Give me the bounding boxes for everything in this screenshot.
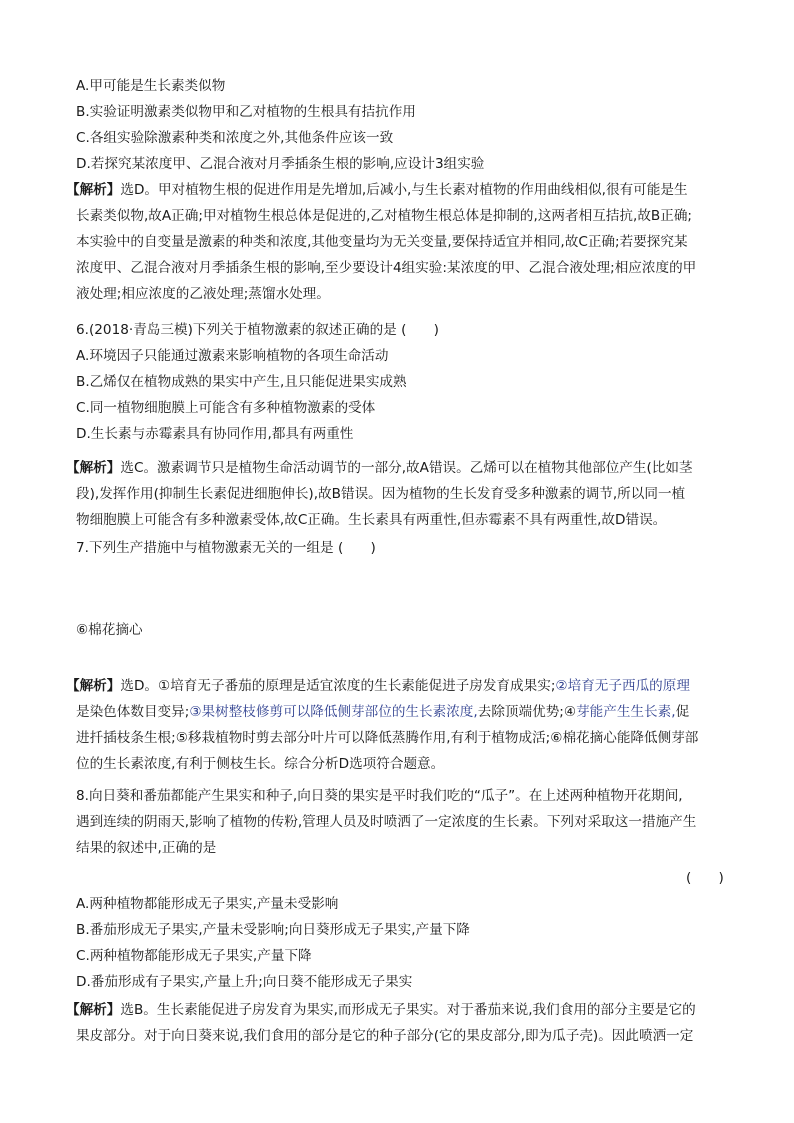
q8-analysis-line-1: 【解析】选B。生长素能促进子房发育为果实,而形成无子果实。对于番茄来说,我们食用的部分主要是它的 bbox=[66, 1002, 696, 1018]
q5-option-b: B.实验证明激素类似物甲和乙对植物的生根具有拮抗作用 bbox=[76, 104, 416, 120]
analysis-tag: 【解析】 bbox=[66, 678, 121, 694]
q5-option-d: D.若探究某浓度甲、乙混合液对月季插条生根的影响,应设计3组实验 bbox=[76, 156, 485, 172]
q7-stem: 7.下列生产措施中与植物激素无关的一组是 ( ) bbox=[76, 540, 376, 556]
q6-analysis-line-2: 段),发挥作用(抑制生长素促进细胞伸长),故B错误。因为植物的生长发育受多种激素的调节,所以同一植 bbox=[76, 486, 686, 502]
q7-analysis-line-1: 【解析】选D。①培育无子番茄的原理是适宜浓度的生长素能促进子房发育成果实;②培育无子西瓜的原理 bbox=[66, 678, 690, 694]
q8-option-a: A.两种植物都能形成无子果实,产量未受影响 bbox=[76, 896, 339, 912]
q8-option-b: B.番茄形成无子果实,产量未受影响;向日葵形成无子果实,产量下降 bbox=[76, 922, 470, 938]
analysis-tag: 【解析】 bbox=[66, 182, 121, 198]
q6-option-d: D.生长素与赤霉素具有协同作用,都具有两重性 bbox=[76, 426, 354, 442]
q7-item-6: ⑥棉花摘心 bbox=[76, 622, 143, 638]
q5-analysis-line-2: 长素类似物,故A正确;甲对植物生根总体是促进的,乙对植物生根总体是抑制的,这两者相互拮抗,故B正确; bbox=[76, 208, 693, 224]
q6-analysis-line-1: 【解析】选C。激素调节只是植物生命活动调节的一部分,故A错误。乙烯可以在植物其他部位产生(比如茎 bbox=[66, 460, 693, 476]
q7-analysis-line-3: 进扦插枝条生根;⑤移栽植物时剪去部分叶片可以降低蒸腾作用,有利于植物成活;⑥棉花摘心能降低侧芽部 bbox=[76, 730, 699, 746]
q7-analysis-line-2: 是染色体数目变异;③果树整枝修剪可以降低侧芽部位的生长素浓度,去除顶端优势;④芽能产生生长素,促 bbox=[76, 704, 690, 720]
q7-analysis-line-4: 位的生长素浓度,有利于侧枝生长。综合分析D选项符合题意。 bbox=[76, 756, 445, 772]
q5-analysis-line-1: 【解析】选D。甲对植物生根的促进作用是先增加,后减小,与生长素对植物的作用曲线相似,很有可能是生 bbox=[66, 182, 688, 198]
analysis-tag: 【解析】 bbox=[66, 1002, 121, 1018]
analysis-tag: 【解析】 bbox=[66, 460, 121, 476]
q8-stem-line-2: 遇到连续的阴雨天,影响了植物的传粉,管理人员及时喷洒了一定浓度的生长素。下列对采取这一措施产生 bbox=[76, 814, 697, 830]
q5-option-c: C.各组实验除激素种类和浓度之外,其他条件应该一致 bbox=[76, 130, 394, 146]
q6-option-a: A.环境因子只能通过激素来影响植物的各项生命活动 bbox=[76, 348, 389, 364]
q6-stem: 6.(2018·青岛三模)下列关于植物激素的叙述正确的是 ( ) bbox=[76, 322, 439, 338]
q5-analysis-line-3: 本实验中的自变量是激素的种类和浓度,其他变量均为无关变量,要保持适宜并相同,故C正确;若要探究某 bbox=[76, 234, 688, 250]
q8-stem-line-3: 结果的叙述中,正确的是 bbox=[76, 840, 217, 856]
q5-analysis-line-5: 液处理;相应浓度的乙液处理;蒸馏水处理。 bbox=[76, 286, 330, 302]
q8-option-d: D.番茄形成有子果实,产量上升;向日葵不能形成无子果实 bbox=[76, 974, 413, 990]
q8-stem-line-1: 8.向日葵和番茄都能产生果实和种子,向日葵的果实是平时我们吃的“瓜子”。在上述两种植物开花期间, bbox=[76, 788, 683, 804]
q5-option-a: A.甲可能是生长素类似物 bbox=[76, 78, 226, 94]
q6-option-b: B.乙烯仅在植物成熟的果实中产生,且只能促进果实成熟 bbox=[76, 374, 407, 390]
q8-analysis-line-2: 果皮部分。对于向日葵来说,我们食用的部分是它的种子部分(它的果皮部分,即为瓜子壳)。因此喷洒一定 bbox=[76, 1028, 694, 1044]
q8-option-c: C.两种植物都能形成无子果实,产量下降 bbox=[76, 948, 312, 964]
q5-analysis-line-4: 浓度甲、乙混合液对月季插条生根的影响,至少要设计4组实验:某浓度的甲、乙混合液处理;相应浓度的甲 bbox=[76, 260, 697, 276]
q6-analysis-line-3: 物细胞膜上可能含有多种激素受体,故C正确。生长素具有两重性,但赤霉素不具有两重性,故D错误。 bbox=[76, 512, 667, 528]
q6-option-c: C.同一植物细胞膜上可能含有多种植物激素的受体 bbox=[76, 400, 376, 416]
q8-answer-paren: ( ) bbox=[686, 870, 724, 886]
